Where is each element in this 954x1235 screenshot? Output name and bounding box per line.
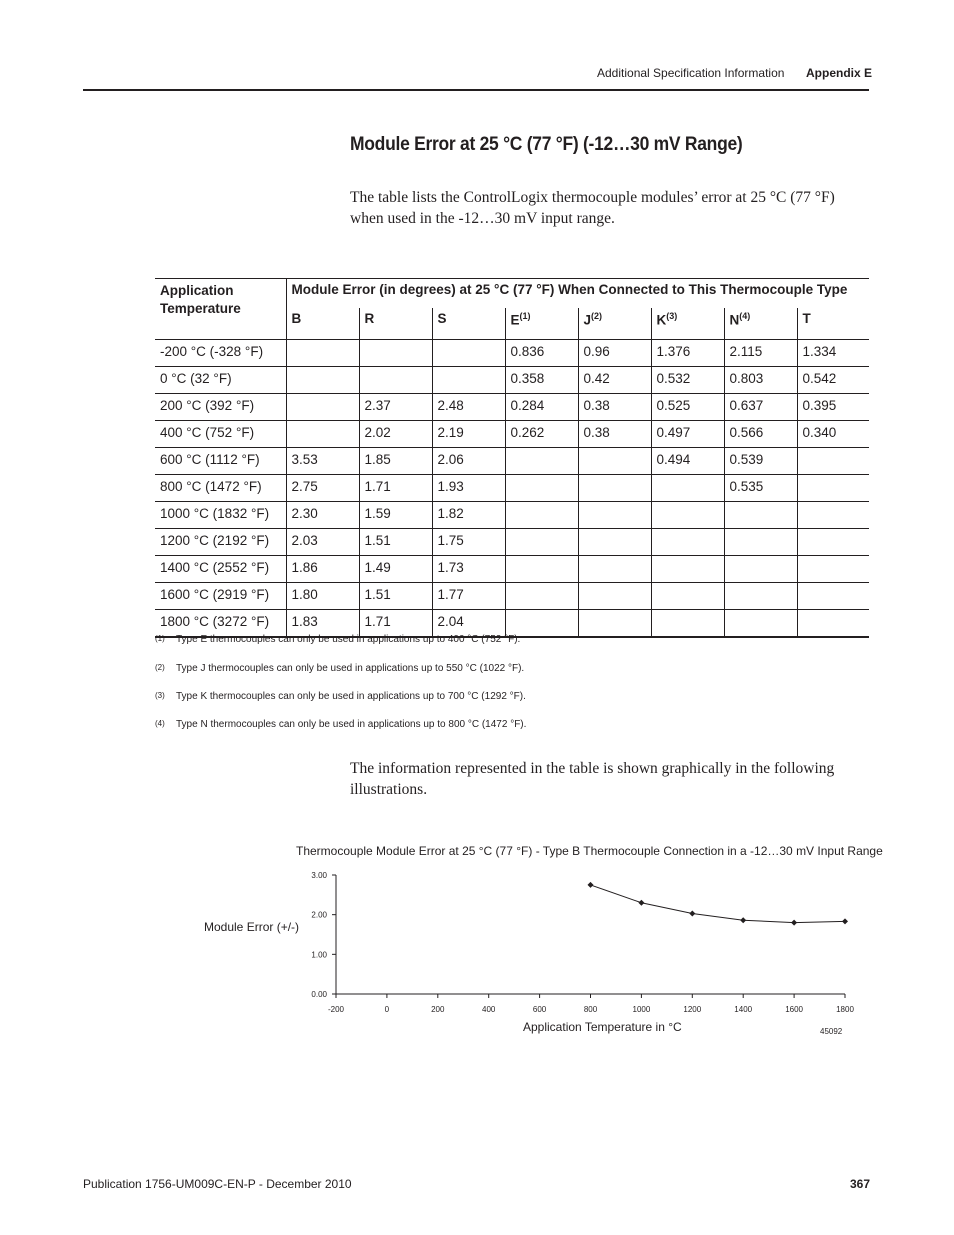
y-tick-label: 1.00 bbox=[311, 950, 327, 960]
error-cell: 0.284 bbox=[505, 394, 578, 421]
error-cell: 0.494 bbox=[651, 448, 724, 475]
error-cell: 2.04 bbox=[432, 610, 505, 638]
row-temperature: 1200 °C (2192 °F) bbox=[155, 529, 286, 556]
footnote-text: Type E thermocouples can only be used in applications up to 400 °C (752 °F). bbox=[176, 634, 521, 645]
series-line bbox=[591, 885, 846, 923]
error-cell: 2.06 bbox=[432, 448, 505, 475]
x-tick-label: 400 bbox=[482, 1005, 496, 1014]
chart-title: Thermocouple Module Error at 25 °C (77 °F) - Type B Thermocouple Connection in a -12…30 mV Input Range bbox=[296, 844, 883, 858]
error-cell: 1.49 bbox=[359, 556, 432, 583]
x-tick-label: 1000 bbox=[632, 1005, 651, 1014]
error-cell: 0.532 bbox=[651, 367, 724, 394]
figure-id: 45092 bbox=[820, 1027, 843, 1036]
error-cell: 1.83 bbox=[286, 610, 359, 638]
error-cell: 1.59 bbox=[359, 502, 432, 529]
error-cell: 1.82 bbox=[432, 502, 505, 529]
error-cell: 1.77 bbox=[432, 583, 505, 610]
data-point bbox=[842, 918, 848, 924]
error-cell: 2.115 bbox=[724, 340, 797, 367]
error-cell: 1.376 bbox=[651, 340, 724, 367]
x-tick-label: 0 bbox=[384, 1005, 390, 1014]
footnote-text: Type J thermocouples can only be used in applications up to 550 °C (1022 °F). bbox=[176, 663, 525, 674]
chart-y-axis-label: Module Error (+/-) bbox=[204, 920, 300, 934]
error-cell: 0.38 bbox=[578, 394, 651, 421]
error-cell: 0.42 bbox=[578, 367, 651, 394]
data-point bbox=[740, 917, 746, 923]
y-tick-label: 2.00 bbox=[311, 910, 327, 920]
error-cell: 2.37 bbox=[359, 394, 432, 421]
row-temperature: -200 °C (-328 °F) bbox=[155, 340, 286, 367]
running-header-section: Additional Specification Information bbox=[597, 66, 785, 80]
page-number: 367 bbox=[850, 1177, 871, 1191]
x-tick-label: 800 bbox=[583, 1005, 598, 1014]
error-cell: 0.836 bbox=[505, 340, 578, 367]
intro-paragraph: The table lists the ControlLogix thermocouple modules’ error at 25 °C (77 °F) when used in the -12…30 mV input range. bbox=[350, 189, 835, 227]
error-cell: 2.19 bbox=[432, 421, 505, 448]
error-cell: 0.497 bbox=[651, 421, 724, 448]
row-temperature: 200 °C (392 °F) bbox=[155, 394, 286, 421]
footer-publication: Publication 1756-UM009C-EN-P - December 2010 bbox=[83, 1177, 352, 1191]
error-cell: 0.358 bbox=[505, 367, 578, 394]
row-temperature: 600 °C (1112 °F) bbox=[155, 448, 286, 475]
header-application-temperature: Application Temperature bbox=[155, 279, 286, 340]
column-header-j: $J^{(2)}$ bbox=[578, 308, 651, 340]
error-cell: 0.395 bbox=[797, 394, 869, 421]
footnote-mark: (4) bbox=[155, 719, 165, 728]
chart-x-axis-label: Application Temperature in °C bbox=[523, 1020, 682, 1034]
row-temperature: 1600 °C (2919 °F) bbox=[155, 583, 286, 610]
error-cell: 1.71 bbox=[359, 475, 432, 502]
x-tick-label: -200 bbox=[327, 1005, 345, 1014]
error-cell: 1.93 bbox=[432, 475, 505, 502]
error-cell: 2.48 bbox=[432, 394, 505, 421]
error-cell: 1.86 bbox=[286, 556, 359, 583]
section-title: Module Error at 25 °C (77 °F) (-12…30 mV Range) bbox=[350, 134, 743, 155]
x-tick-label: 600 bbox=[532, 1005, 547, 1014]
error-cell: 1.51 bbox=[359, 583, 432, 610]
footnote-mark: (3) bbox=[155, 691, 165, 700]
row-temperature: 1000 °C (1832 °F) bbox=[155, 502, 286, 529]
error-cell: 0.96 bbox=[578, 340, 651, 367]
error-cell: 0.38 bbox=[578, 421, 651, 448]
error-cell: 2.30 bbox=[286, 502, 359, 529]
error-cell: 1.51 bbox=[359, 529, 432, 556]
header-module-error: Module Error (in degrees) at 25 °C (77 °F) When Connected to This Thermocouple Type bbox=[286, 279, 869, 309]
data-point bbox=[638, 900, 644, 906]
x-tick-label: 1400 bbox=[734, 1005, 753, 1014]
error-cell: 0.542 bbox=[797, 367, 869, 394]
row-temperature: 0 °C (32 °F) bbox=[155, 367, 286, 394]
data-point bbox=[791, 920, 797, 926]
x-tick-label: 1200 bbox=[683, 1005, 702, 1014]
y-tick-label: 0.00 bbox=[311, 990, 327, 999]
error-cell: 0.535 bbox=[724, 475, 797, 502]
error-cell: 0.340 bbox=[797, 421, 869, 448]
error-cell: 0.539 bbox=[724, 448, 797, 475]
error-cell: 1.75 bbox=[432, 529, 505, 556]
row-temperature: 1800 °C (3272 °F) bbox=[155, 610, 286, 638]
error-cell: 3.53 bbox=[286, 448, 359, 475]
error-cell: 1.80 bbox=[286, 583, 359, 610]
footnote-mark: (1) bbox=[155, 634, 165, 643]
y-tick-label: 3.00 bbox=[311, 871, 327, 880]
error-cell: 2.75 bbox=[286, 475, 359, 502]
data-point bbox=[689, 910, 695, 916]
column-header-n: $N^{(4)}$ bbox=[724, 308, 797, 340]
graph-intro-paragraph: The information represented in the table is shown graphically in the following illustrations. bbox=[350, 760, 835, 798]
error-cell: 1.71 bbox=[359, 610, 432, 638]
column-header-k: $K^{(3)}$ bbox=[651, 308, 724, 340]
error-cell: 2.03 bbox=[286, 529, 359, 556]
error-cell: 2.02 bbox=[359, 421, 432, 448]
x-tick-label: 1600 bbox=[785, 1005, 803, 1014]
row-temperature: 800 °C (1472 °F) bbox=[155, 475, 286, 502]
error-cell: 1.85 bbox=[359, 448, 432, 475]
row-temperature: 1400 °C (2552 °F) bbox=[155, 556, 286, 583]
column-header-r: R bbox=[359, 308, 432, 340]
error-cell: 0.525 bbox=[651, 394, 724, 421]
error-cell: 1.334 bbox=[797, 340, 869, 367]
x-tick-label: 1800 bbox=[836, 1005, 854, 1014]
x-tick-label: 200 bbox=[431, 1005, 445, 1014]
error-cell: 0.637 bbox=[724, 394, 797, 421]
footnote-mark: (2) bbox=[155, 663, 165, 672]
column-header-e: $E^{(1)}$ bbox=[505, 308, 578, 340]
row-temperature: 400 °C (752 °F) bbox=[155, 421, 286, 448]
error-cell: 0.566 bbox=[724, 421, 797, 448]
column-header-s: S bbox=[432, 308, 505, 340]
running-header-appendix: Appendix E bbox=[806, 66, 873, 80]
error-cell: 0.262 bbox=[505, 421, 578, 448]
column-header-b: B bbox=[286, 308, 359, 340]
error-cell: 0.803 bbox=[724, 367, 797, 394]
column-header-t: T bbox=[797, 308, 869, 340]
footnote-text: Type K thermocouples can only be used in applications up to 700 °C (1292 °F). bbox=[176, 691, 526, 702]
data-point bbox=[588, 882, 594, 888]
footnote-text: Type N thermocouples can only be used in applications up to 800 °C (1472 °F). bbox=[176, 719, 527, 730]
error-cell: 1.73 bbox=[432, 556, 505, 583]
